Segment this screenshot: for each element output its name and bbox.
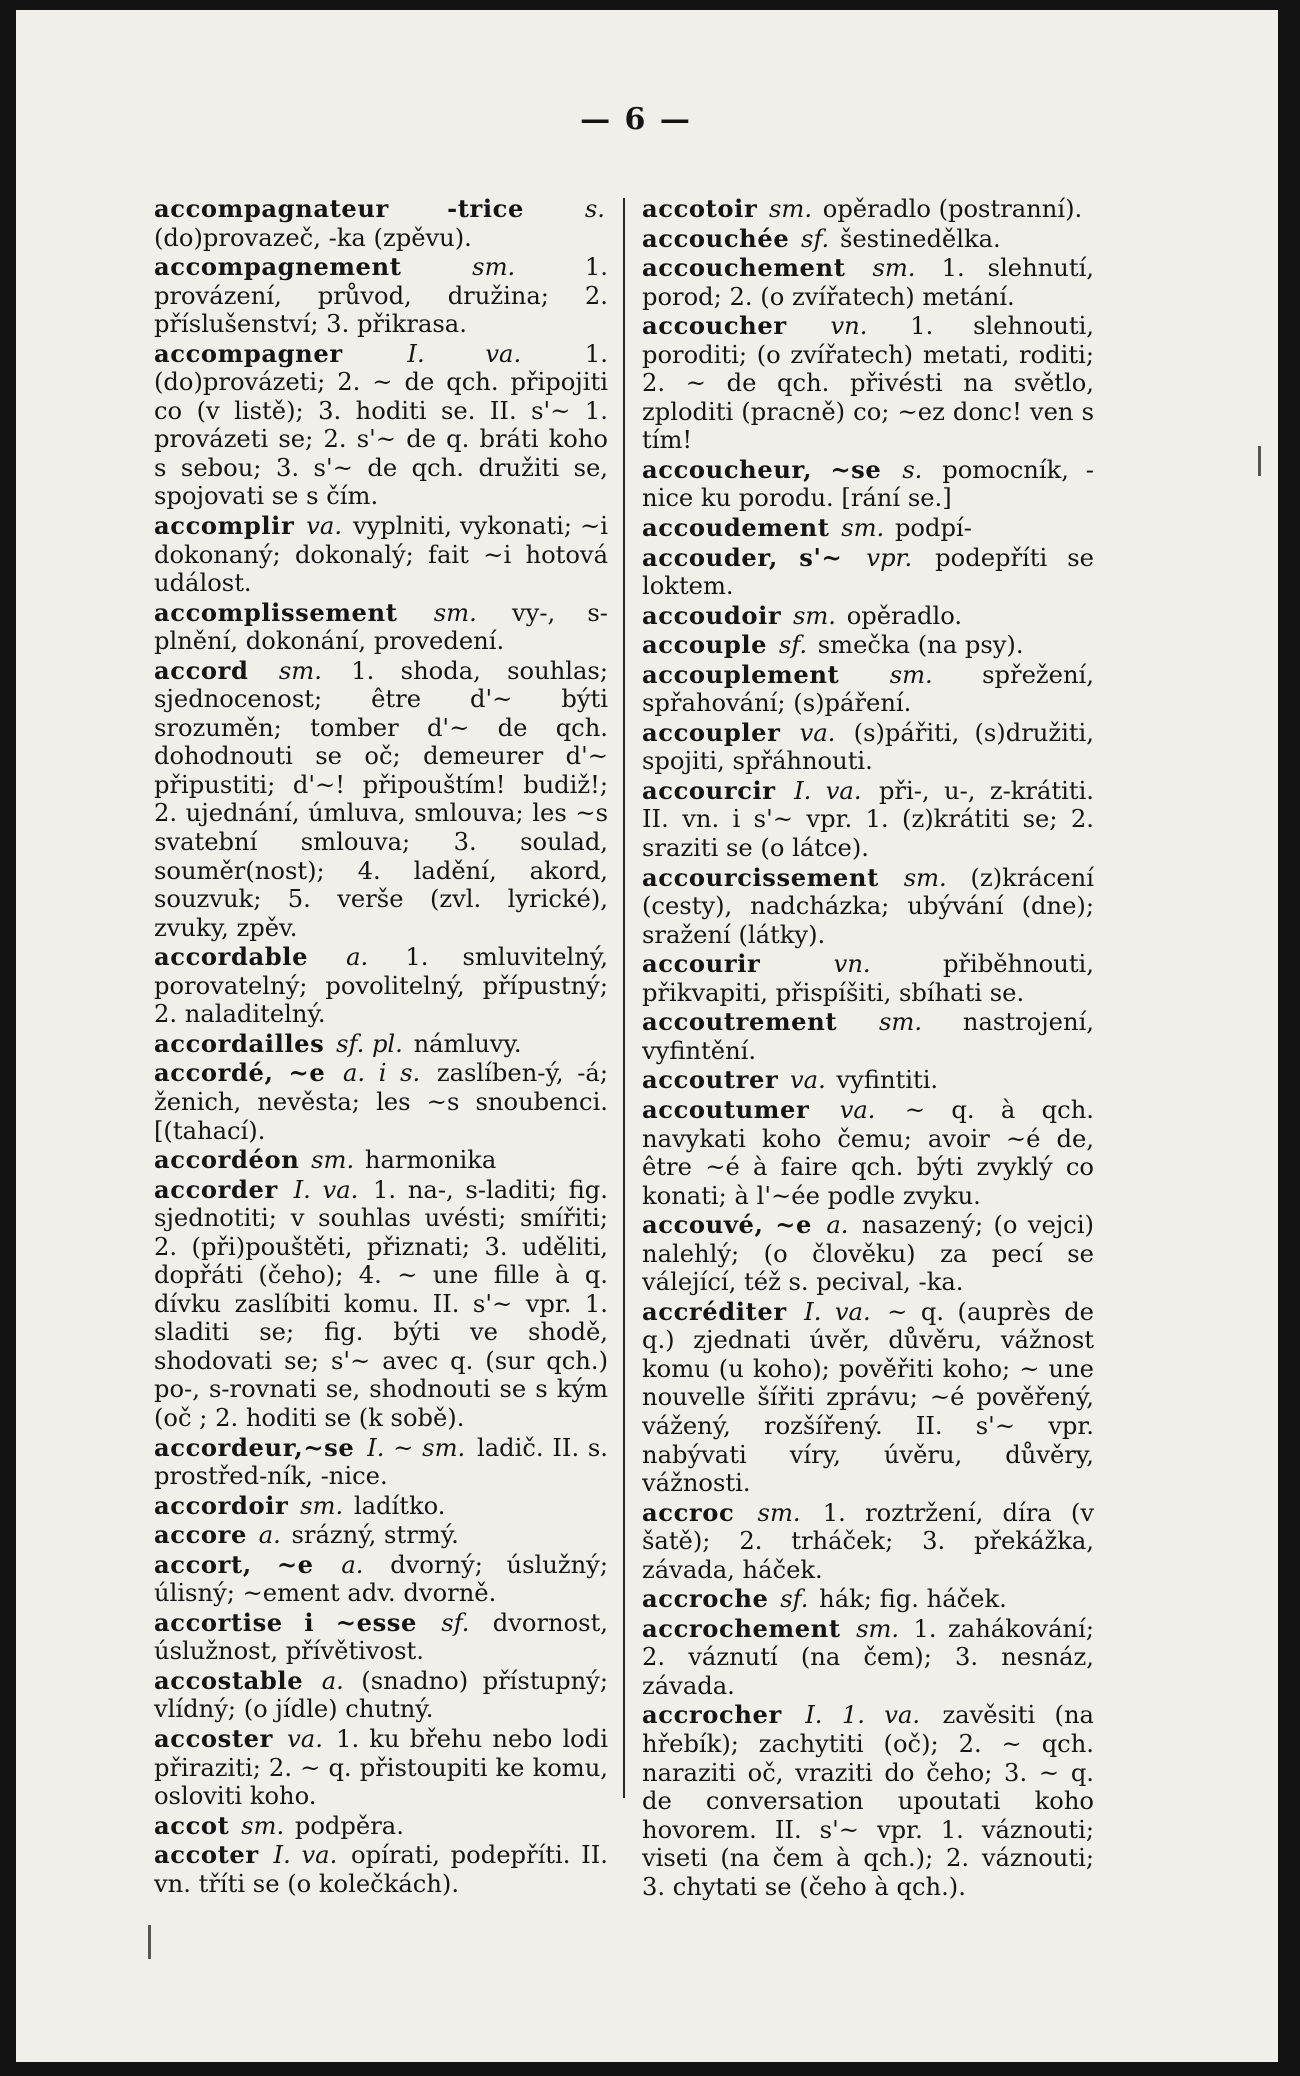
entry-headword: accrocher — [642, 1700, 782, 1730]
entry-definition: přiběhnouti, přikvapiti, přispíšiti, sbíhati se. — [642, 950, 1094, 1007]
entry-definition: nastrojení, vyfintění. — [642, 1008, 1094, 1065]
entry-grammar: a. — [341, 1550, 364, 1579]
entry-headword: accostable — [154, 1665, 304, 1695]
dictionary-entry — [642, 1211, 1094, 1297]
entry-grammar: sm. — [241, 1811, 285, 1840]
dictionary-entry — [642, 254, 1094, 311]
entry-definition: pomocník, -nice ku porodu. [rání se.] — [642, 455, 1094, 513]
entry-definition: podpí- — [894, 514, 972, 543]
entry-headword: accordable — [154, 942, 309, 972]
entry-headword: accoster — [154, 1723, 273, 1753]
dictionary-entry — [154, 1059, 608, 1145]
dictionary-entry — [154, 1725, 608, 1811]
entry-grammar: sm. — [872, 254, 916, 283]
entry-grammar: a. — [321, 1666, 344, 1695]
entry-grammar: I. va. — [407, 339, 522, 368]
dictionary-entry — [642, 1701, 1094, 1901]
margin-mark — [1258, 446, 1261, 476]
entry-grammar: sm. — [757, 1498, 801, 1527]
entry-grammar: sm. — [311, 1146, 355, 1175]
entry-definition: (do)provazeč, -ka (zpěvu). — [154, 223, 472, 252]
entry-definition: 1. (do)provázeti; 2. ~ de qch. připojiti co (v listě); 3. hoditi se. II. s'~ 1. provázeti se; 2. s'~ de q. bráti koho s sebou; 3. s'~ de qch. družiti se, spojovati se s čím. — [154, 339, 608, 511]
dictionary-entry — [642, 1066, 1094, 1095]
entry-definition: podepříti se loktem. — [642, 543, 1094, 601]
entry-headword: accouder, s'~ — [642, 542, 843, 572]
entry-headword: accore — [154, 1520, 247, 1550]
entry-definition: 1. shoda, souhlas; sjednocenost; être d'~ býti srozuměn; tomber d'~ de qch. dohodnouti se oč; demeurer d'~ připustiti; d'~! připouštím! budiž!; 2. ujednání, úmluva, smlouva; les ~s svatební smlouva; 3. soulad, souměr(nost); 4. ladění, akord, souzvuk; 5. verše (zvl. lyrické), zvuky, zpěv. — [154, 656, 608, 942]
dictionary-entry — [154, 195, 608, 252]
entry-headword: accot — [154, 1810, 230, 1840]
entry-headword: accrochement — [642, 1613, 841, 1643]
dictionary-entry — [154, 1176, 608, 1433]
entry-definition: při-, u-, z-krátiti. II. vn. i s'~ vpr. 1. (z)krátiti se; 2. sraziti se (o látce). — [642, 776, 1094, 863]
entry-headword: accouchement — [642, 253, 846, 283]
entry-headword: accréditer — [642, 1296, 787, 1326]
dictionary-entry — [154, 1551, 608, 1608]
dictionary-entry — [642, 312, 1094, 455]
entry-definition: 1. provázení, průvod, družina; 2. příslušenství; 3. přikrasa. — [154, 253, 608, 339]
entry-headword: accordé, ~e — [154, 1058, 326, 1088]
dictionary-entry — [154, 599, 608, 656]
entry-grammar: sf. — [780, 1585, 809, 1614]
entry-definition: ladítko. — [353, 1491, 446, 1520]
entry-headword: accorder — [154, 1174, 278, 1204]
entry-definition: ~ q. (auprès de q.) zjednati úvěr, důvěru, vážnost komu (u koho); pověřiti koho; ~ une nouvelle šířiti zprávu; ~é pověřený, vážený, rozšířený. II. s'~ vpr. nabývati víry, úvěru, důvěry, vážnosti. — [642, 1297, 1094, 1498]
entry-grammar: sf. — [801, 224, 830, 253]
dictionary-entry — [642, 1008, 1094, 1065]
entry-grammar: I. va. — [794, 776, 862, 805]
dictionary-entry — [154, 1492, 608, 1521]
entry-grammar: a. i s. — [343, 1059, 421, 1088]
entry-headword: accouple — [642, 630, 768, 660]
dictionary-entry — [154, 1521, 608, 1550]
entry-grammar: sm. — [472, 253, 516, 282]
entry-definition: (snadno) přístupný; vlídný; (o jídle) chutný. — [154, 1666, 608, 1724]
entry-headword: accortise i ~esse — [154, 1607, 418, 1637]
entry-definition: podpěra. — [294, 1811, 404, 1840]
entry-headword: accoutrement — [642, 1007, 838, 1037]
dictionary-entry — [642, 195, 1094, 224]
entry-definition: 1. slehnouti, poroditi; (o zvířatech) metati, roditi; 2. ~ de qch. přivésti na světlo, zploditi (pracně) co; ~ez donc! ven s tím! — [642, 312, 1094, 455]
dictionary-entry — [642, 719, 1094, 776]
entry-definition: opěradlo. — [846, 601, 963, 630]
entry-headword: accordoir — [154, 1490, 289, 1520]
dictionary-entry — [154, 512, 608, 598]
entry-definition: (z)krácení (cesty), nadcházka; ubývání (dne); sražení (látky). — [642, 863, 1094, 949]
entry-grammar: sm. — [878, 1008, 923, 1037]
entry-definition: smečka (na psy). — [817, 631, 1024, 660]
entry-grammar: sm. — [433, 598, 477, 627]
entry-definition: dvornost, úslužnost, přívětivost. — [154, 1608, 608, 1666]
entry-grammar: sm. — [300, 1491, 344, 1520]
entry-grammar: vn. — [830, 312, 868, 341]
entry-definition: harmonika — [364, 1146, 497, 1175]
dictionary-entry — [154, 1434, 608, 1491]
entry-grammar: sm. — [769, 195, 813, 223]
column-divider — [623, 198, 625, 1798]
dictionary-entry — [642, 456, 1094, 513]
entry-headword: accomplissement — [154, 597, 398, 627]
entry-definition: dvorný; úslužný; úlisný; ~ement adv. dvorně. — [154, 1550, 608, 1608]
entry-headword: accomplir — [154, 511, 295, 541]
dictionary-entry — [642, 777, 1094, 863]
entry-grammar: vn. — [833, 950, 871, 979]
entry-headword: accouchée — [642, 223, 790, 253]
entry-definition: 1. smluvitelný, porovatelný; povolitelný, přípustný; 2. naladitelný. — [154, 943, 608, 1029]
entry-grammar: I. va. — [273, 1841, 338, 1870]
entry-grammar: va. — [306, 512, 343, 541]
entry-definition: vyfintiti. — [836, 1066, 939, 1095]
entry-grammar: va. — [839, 1095, 876, 1124]
dictionary-entry — [154, 253, 608, 339]
entry-headword: accouvé, ~e — [642, 1210, 813, 1240]
entry-grammar: sm. — [889, 660, 933, 689]
entry-headword: accord — [154, 655, 249, 685]
dictionary-entry — [154, 1609, 608, 1666]
page-number: — 6 — — [580, 102, 692, 137]
entry-definition: vyplniti, vykonati; ~i dokonaný; dokonalý; fait ~i hotová událost. — [154, 512, 608, 598]
entry-headword: accompagnateur -trice — [154, 194, 524, 223]
entry-grammar: I. 1. va. — [805, 1701, 921, 1730]
entry-grammar: a. — [258, 1521, 281, 1550]
entry-headword: accourir — [642, 949, 761, 979]
dictionary-entry — [642, 1298, 1094, 1498]
entry-headword: accort, ~e — [154, 1549, 314, 1579]
dictionary-entry — [642, 1096, 1094, 1210]
entry-headword: accompagnement — [154, 252, 402, 282]
entry-headword: accouplement — [642, 659, 840, 689]
dictionary-page — [16, 10, 1278, 2062]
entry-grammar: I. va. — [804, 1297, 871, 1326]
dictionary-entry — [642, 1585, 1094, 1614]
entry-definition: 1. ku břehu nebo lodi přiraziti; 2. ~ q. přistoupiti ke komu, osloviti koho. — [154, 1724, 608, 1811]
entry-headword: accoutumer — [642, 1094, 810, 1124]
entry-headword: accroche — [642, 1584, 769, 1614]
entry-headword: accordeur,~se — [154, 1432, 355, 1462]
dictionary-entry — [642, 544, 1094, 601]
entry-definition: hák; fig. háček. — [819, 1585, 1007, 1614]
dictionary-entry — [154, 1030, 608, 1059]
entry-headword: accoucher — [642, 311, 787, 341]
dictionary-entry — [154, 340, 608, 511]
entry-grammar: sf. — [778, 631, 808, 660]
entry-grammar: va. — [287, 1724, 323, 1753]
entry-definition: šestinedělka. — [839, 224, 1001, 253]
entry-headword: accourcir — [642, 775, 776, 805]
entry-definition: vy-, s-plnění, dokonání, provedení. — [154, 598, 608, 656]
entry-grammar: a. — [346, 943, 369, 972]
entry-headword: accourcissement — [642, 862, 879, 892]
margin-mark — [148, 1925, 151, 1959]
entry-headword: accoutrer — [642, 1065, 779, 1095]
entry-grammar: vpr. — [866, 543, 913, 572]
entry-headword: accoudoir — [642, 600, 782, 630]
dictionary-entry — [642, 514, 1094, 543]
dictionary-entry — [154, 1841, 608, 1898]
entry-grammar: va. — [799, 718, 836, 747]
entry-definition: námluvy. — [413, 1029, 522, 1058]
dictionary-entry — [642, 602, 1094, 631]
entry-definition: ~ q. à qch. navykati koho čemu; avoir ~é de, être ~é à faire qch. býti zvyklý co konati; à l'~ée podle zvyku. — [642, 1095, 1094, 1210]
entry-headword: accotoir — [642, 194, 758, 223]
entry-definition: zavěsiti (na hřebík); zachytiti (oč); 2. ~ qch. naraziti oč, vraziti do čeho; 3. ~ q. de conversation upoutati koho hovorem. II. s'~ vpr. 1. váznouti; viseti (na čem à qch.); 2. váznouti; 3. chytati se (čeho à qch.). — [642, 1701, 1094, 1901]
entry-grammar: I. ~ sm. — [367, 1433, 466, 1462]
left-column — [154, 195, 608, 1899]
dictionary-entry — [642, 1499, 1094, 1585]
entry-headword: accoupler — [642, 717, 781, 747]
entry-grammar: sm. — [278, 656, 322, 685]
dictionary-entry — [154, 943, 608, 1029]
entry-definition: ladič. II. s. prostřed-ník, -nice. — [154, 1433, 608, 1491]
dictionary-entry — [154, 657, 608, 942]
entry-headword: accroc — [642, 1497, 735, 1527]
entry-grammar: s. — [584, 195, 605, 223]
entry-grammar: a. — [826, 1211, 849, 1240]
entry-headword: accordéon — [154, 1145, 300, 1175]
entry-definition: srázný, strmý. — [291, 1521, 459, 1550]
dictionary-entry — [642, 1615, 1094, 1701]
entry-definition: spřežení, spřahování; (s)páření. — [642, 660, 1094, 718]
entry-grammar: I. va. — [293, 1175, 359, 1204]
dictionary-entry — [154, 1667, 608, 1724]
right-column — [642, 195, 1094, 1902]
entry-definition: 1. na-, s-laditi; fig. sjednotiti; v souhlas uvésti; smířiti; 2. (při)pouštěti, přiznati; 3. uděliti, dopřáti (čeho); 4. ~ une fille à q. dívku zaslíbiti komu. II. s'~ vpr. 1. sladiti se; fig. býti ve shodě, shodovati se; s'~ avec q. (sur qch.) po-, s-rovnati se, shodnouti se s kým (oč ; 2. hoditi se (k sobě). — [154, 1175, 608, 1432]
entry-headword: accoucheur, ~se — [642, 454, 882, 484]
dictionary-entry — [642, 661, 1094, 718]
entry-grammar: sm. — [903, 863, 947, 892]
dictionary-entry — [154, 1146, 608, 1175]
dictionary-entry — [154, 1812, 608, 1841]
entry-grammar: sm. — [792, 601, 836, 630]
dictionary-entry — [642, 864, 1094, 950]
dictionary-entry — [642, 631, 1094, 660]
entry-headword: accoudement — [642, 513, 830, 543]
entry-grammar: sf. — [441, 1608, 470, 1637]
entry-headword: accordailles — [154, 1028, 325, 1058]
entry-definition: opěradlo (postranní). — [822, 195, 1083, 223]
entry-grammar: va. — [790, 1066, 826, 1095]
entry-grammar: s. — [902, 455, 923, 484]
entry-headword: accoter — [154, 1840, 259, 1870]
entry-definition: opírati, podepříti. II. vn. tříti se (o kolečkách). — [154, 1841, 608, 1898]
entry-definition: 1. roztržení, díra (v šatě); 2. trháček; 3. překážka, závada, háček. — [642, 1498, 1094, 1584]
entry-definition: 1. zahákování; 2. váznutí (na čem); 3. nesnáz, závada. — [642, 1614, 1094, 1700]
dictionary-entry — [642, 225, 1094, 254]
entry-headword: accompagner — [154, 338, 343, 368]
entry-grammar: sf. pl. — [336, 1029, 403, 1058]
entry-definition: zaslíben-ý, -á; ženich, nevěsta; les ~s snoubenci. [(tahací). — [154, 1059, 608, 1145]
entry-definition: (s)pářiti, (s)družiti, spojiti, spřáhnouti. — [642, 718, 1094, 776]
entry-grammar: sm. — [841, 514, 885, 543]
entry-definition: 1. slehnutí, porod; 2. (o zvířatech) metání. — [642, 254, 1094, 311]
dictionary-entry — [642, 950, 1094, 1007]
entry-grammar: sm. — [856, 1614, 900, 1643]
entry-definition: nasazený; (o vejci) nalehlý; (o člověku) za pecí se válející, též s. pecival, -ka. — [642, 1211, 1094, 1297]
